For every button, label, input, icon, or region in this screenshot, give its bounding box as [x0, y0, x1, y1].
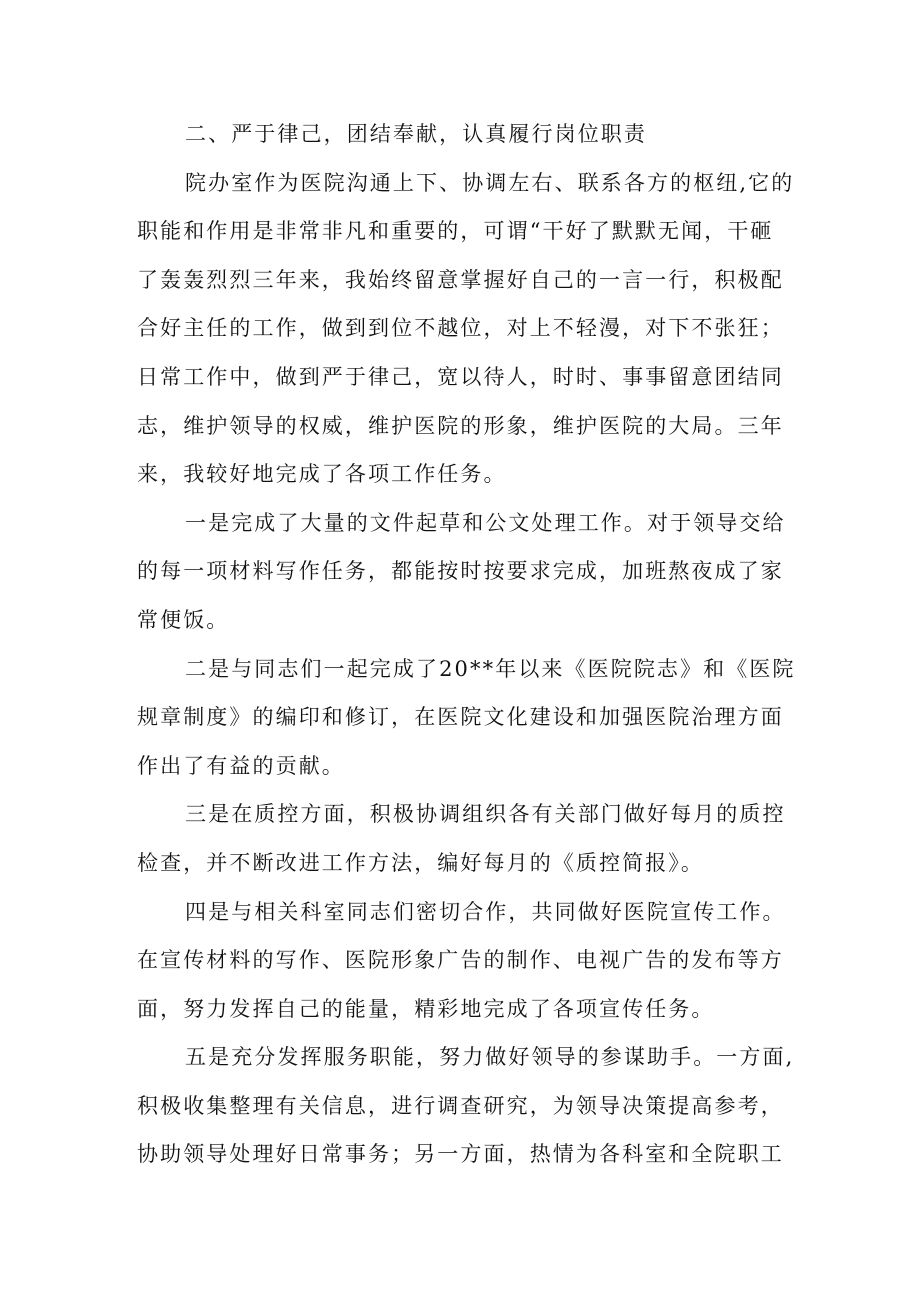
paragraph-line: 二是与同志们一起完成了20**年以来《医院院志》和《医院	[185, 656, 796, 681]
paragraph-line: 面，努力发挥自己的能量，精彩地完成了各项宣传任务。	[137, 996, 715, 1021]
paragraph-line: 一是完成了大量的文件起草和公文处理工作。对于领导交给	[185, 510, 786, 535]
document-body	[137, 110, 797, 1179]
paragraph-line: 的每一项材料写作任务，都能按时按要求完成，加班熬夜成了家	[137, 559, 784, 584]
paragraph-line: 作出了有益的贡献。	[137, 753, 345, 778]
paragraph-line: 四是与相关科室同志们密切合作，共同做好医院宣传工作。	[185, 899, 786, 924]
paragraph-line: 三是在质控方面，积极协调组织各有关部门做好每月的质控	[185, 802, 786, 827]
paragraph-line: 日常工作中，做到严于律己，宽以待人，时时、事事留意团结同	[137, 364, 784, 389]
paragraph-line: 规章制度》的编印和修订，在医院文化建设和加强医院治理方面	[137, 705, 784, 730]
paragraph-line: 积极收集整理有关信息，进行调查研究，为领导决策提高参考，	[137, 1093, 784, 1118]
paragraph-line: 在宣传材料的写作、医院形象广告的制作、电视广告的发布等方	[137, 948, 784, 973]
paragraph-line: 了轰轰烈烈三年来，我始终留意掌握好自己的一言一行，积极配	[137, 267, 784, 292]
paragraph-line: 合好主任的工作，做到到位不越位，对上不轻漫，对下不张狂；	[137, 316, 784, 341]
paragraph-line: 志，维护领导的权威，维护医院的形象，维护医院的大局。三年	[137, 413, 784, 438]
paragraph-line: 来，我较好地完成了各项工作任务。	[137, 462, 507, 487]
paragraph-line: 五是充分发挥服务职能，努力做好领导的参谋助手。一方面,	[185, 1045, 795, 1070]
section-heading: 二、严于律己，团结奉献，认真履行岗位职责	[185, 122, 647, 146]
paragraph-line: 院办室作为医院沟通上下、协调左右、联系各方的枢纽,它的	[185, 170, 795, 195]
paragraph-line: 检查，并不断改进工作方法，编好每月的《质控简报》。	[137, 850, 704, 875]
paragraph-line: 职能和作用是非常非凡和重要的，可谓“干好了默默无闻，干砸	[137, 219, 774, 244]
paragraph-line: 常便饭。	[137, 607, 230, 632]
paragraph-line: 协助领导处理好日常事务；另一方面，热情为各科室和全院职工	[137, 1142, 784, 1167]
